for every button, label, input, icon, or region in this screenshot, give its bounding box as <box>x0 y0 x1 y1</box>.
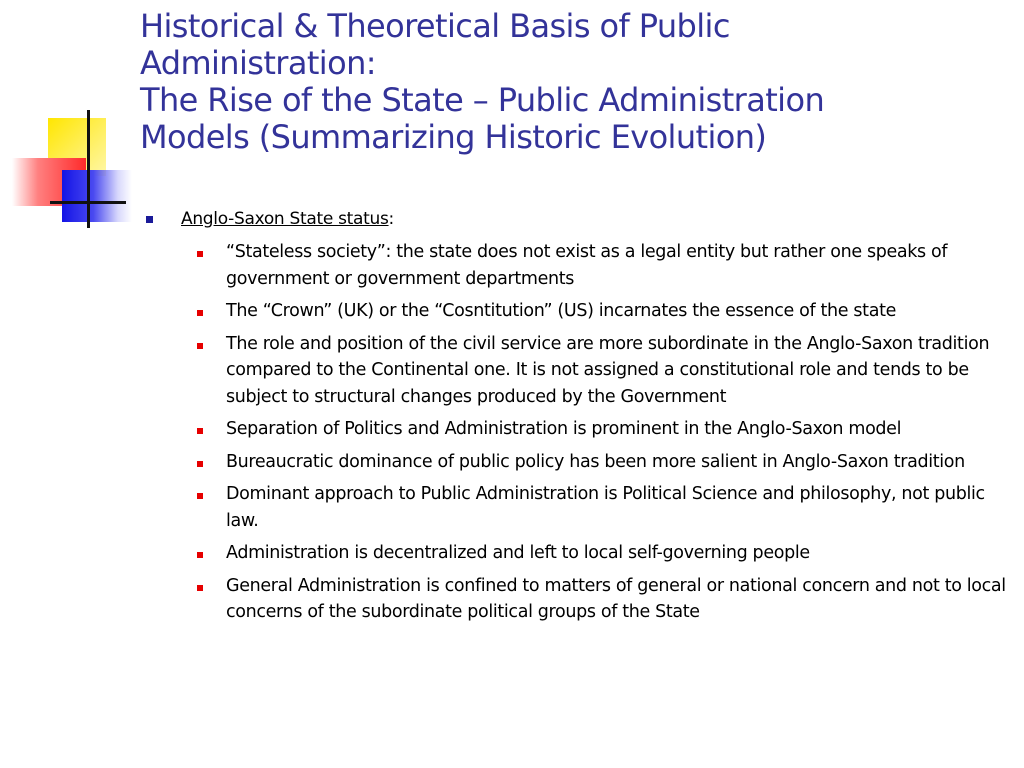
title-line: Models (Summarizing Historic Evolution) <box>140 118 767 156</box>
list-item <box>197 416 1012 443</box>
red-square-bullet-icon <box>197 251 203 257</box>
list-item-text: The role and position of the civil service are more subordinate in the Anglo-Saxon tradition compared to the Continental one. It is not assigned a constitutional role and tends to be subject to structural changes produced by the Government <box>226 333 990 407</box>
list-item-text: The “Crown” (UK) or the “Cosntitution” (US) incarnates the essence of the state <box>226 301 896 321</box>
list-item <box>197 540 1012 567</box>
list-item-text: “Stateless society”: the state does not exist as a legal entity but rather one speaks of government or government departments <box>226 242 948 289</box>
list-item <box>197 331 1012 411</box>
level1-bullet-item <box>146 206 394 232</box>
list-item-text: Dominant approach to Public Administration is Political Science and philosophy, not public law. <box>226 484 985 531</box>
level1-text <box>181 206 394 232</box>
red-square-bullet-icon <box>197 310 203 316</box>
list-item-text: Separation of Politics and Administration is prominent in the Anglo-Saxon model <box>226 419 902 439</box>
list-item-text: Administration is decentralized and left to local self-governing people <box>226 543 810 563</box>
list-item <box>197 573 1012 626</box>
red-square-bullet-icon <box>197 428 203 434</box>
list-item <box>197 298 1012 325</box>
red-square-bullet-icon <box>197 585 203 591</box>
list-item <box>197 239 1012 292</box>
red-square-bullet-icon <box>197 493 203 499</box>
title-line: The Rise of the State – Public Administration <box>140 81 825 119</box>
red-square-bullet-icon <box>197 461 203 467</box>
red-square-bullet-icon <box>197 343 203 349</box>
list-item <box>197 449 1012 476</box>
title-line: Administration: <box>140 44 376 82</box>
list-item-text: Bureaucratic dominance of public policy has been more salient in Anglo-Saxon tradition <box>226 451 965 472</box>
title-line: Historical & Theoretical Basis of Public <box>140 7 730 45</box>
level1-link-text[interactable]: Anglo-Saxon State status <box>181 209 389 229</box>
list-item-text: General Administration is confined to matters of general or national concern and not to local concerns of the subordinate political groups of the State <box>226 575 1006 622</box>
sub-bullet-list <box>197 239 1012 632</box>
list-item <box>197 481 1012 534</box>
red-square-bullet-icon <box>197 552 203 558</box>
square-bullet-icon <box>146 216 153 223</box>
level1-suffix: : <box>388 209 394 229</box>
